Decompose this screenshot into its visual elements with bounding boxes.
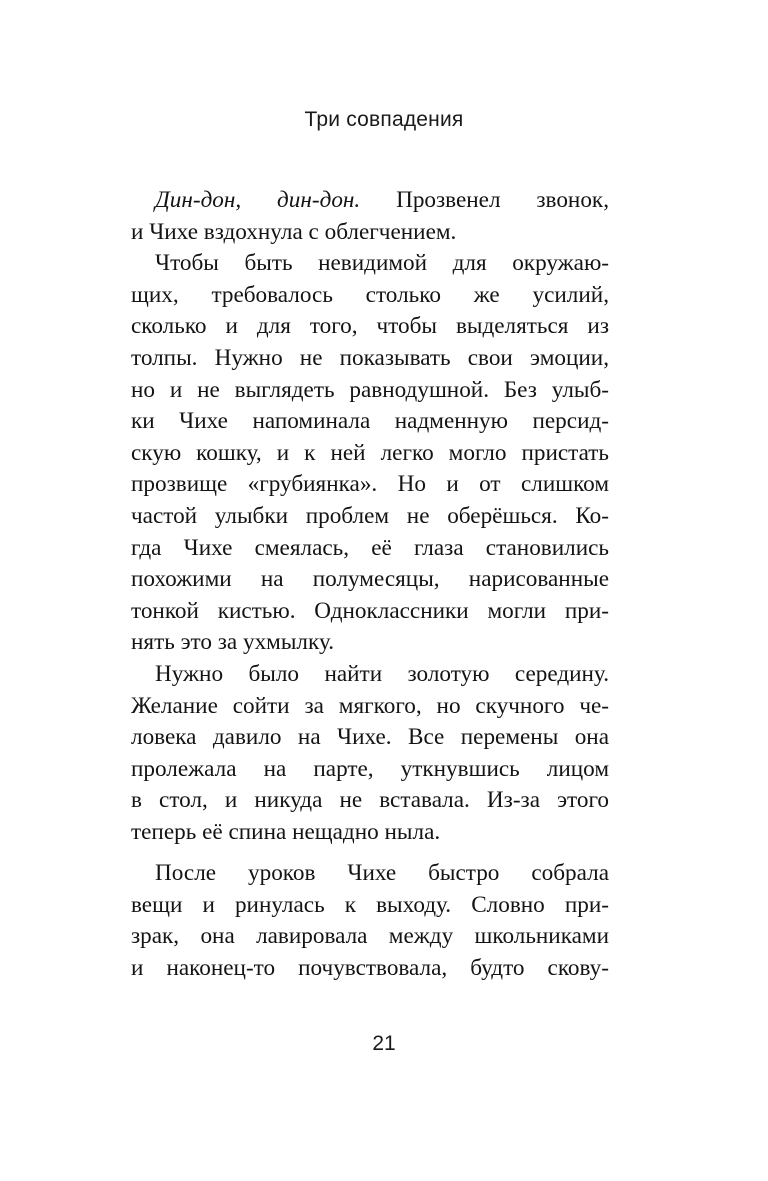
text-line: гда Чихе смеялась, её глаза становились	[131, 534, 609, 561]
text-block-after-break	[131, 858, 609, 984]
text-line: прозвище «грубиянка». Но и от слишком	[131, 471, 609, 498]
text-line: частой улыбки проблем не оберёшься. Ко-	[131, 502, 609, 529]
running-head: Три совпадения	[304, 108, 464, 131]
text-line: ловека давило на Чихе. Все перемены она	[131, 724, 609, 751]
text-line: скую кошку, и к ней легко могло пристать	[131, 439, 609, 466]
text-line: теперь её спина нещадно ныла.	[131, 818, 441, 845]
text-line: Нужно было найти золотую середину.	[155, 660, 609, 687]
text-line: но и не выглядеть равнодушной. Без улыб-	[131, 376, 609, 403]
text-line: сколько и для того, чтобы выделяться из	[131, 313, 609, 340]
text-line: и Чихе вздохнула с облегчением.	[131, 218, 457, 245]
text-line: ки Чихе напоминала надменную персид-	[131, 408, 609, 435]
text-line: тонкой кистью. Одноклассники могли при-	[131, 597, 609, 624]
text-line: в стол, и никуда не вставала. Из-за этого	[131, 787, 609, 814]
text-line: щих, требовалось столько же усилий,	[131, 281, 609, 308]
text-span: Прозвенел звонок,	[360, 187, 609, 213]
text-line: нять это за ухмылку.	[131, 629, 335, 656]
text-line: После уроков Чихе быстро собрала	[155, 860, 609, 886]
text-line: вещи и ринулась к выходу. Словно при-	[131, 891, 609, 918]
italic-phrase: Дин-дон, дин-дон.	[155, 187, 361, 213]
text-block-main	[131, 185, 609, 848]
text-line: похожими на полумесяцы, нарисованные	[131, 566, 609, 593]
text-line: Чтобы быть невидимой для окружаю-	[155, 250, 609, 277]
text-line	[131, 185, 609, 217]
text-line: толпы. Нужно не показывать свои эмоции,	[131, 344, 609, 371]
text-line: Желание сойти за мягкого, но скучного че-	[131, 692, 609, 719]
text-line: и наконец-то почувствовала, будто скову-	[131, 954, 609, 981]
text-line: зрак, она лавировала между школьниками	[131, 923, 609, 950]
text-line: пролежала на парте, уткнувшись лицом	[131, 755, 609, 782]
page-number: 21	[372, 1032, 396, 1055]
